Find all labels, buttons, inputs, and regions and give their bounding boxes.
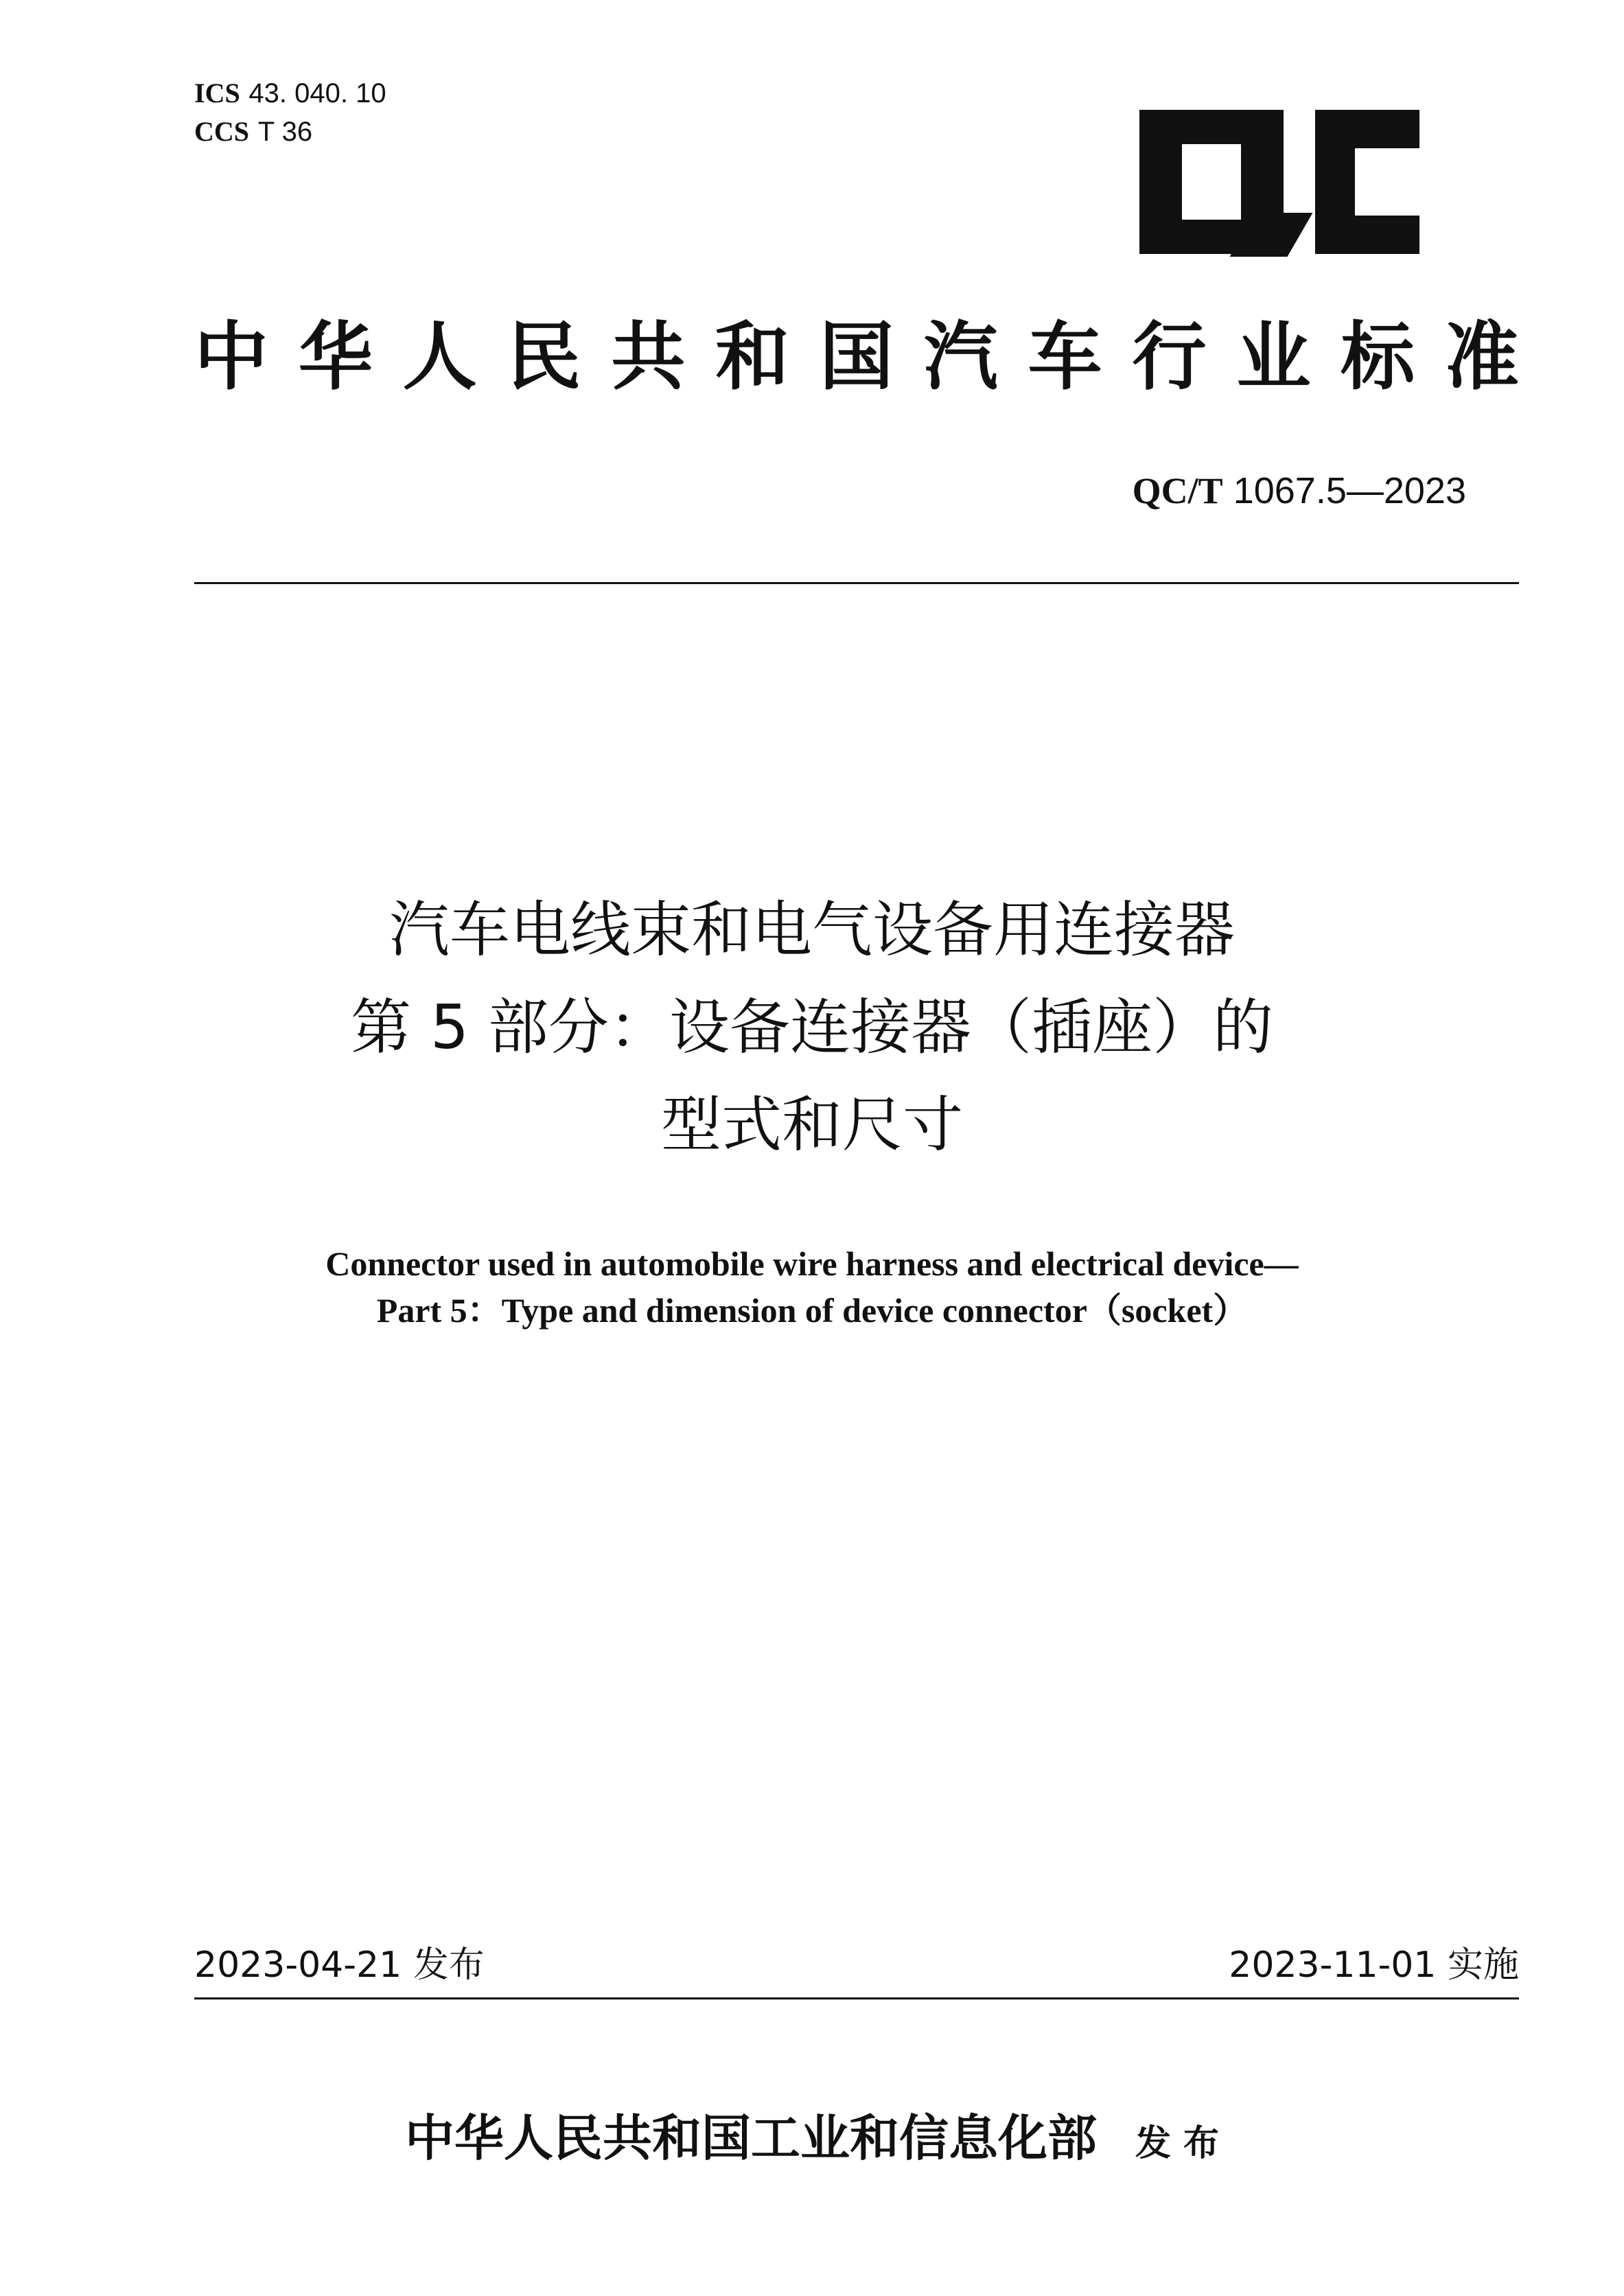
publisher	[0, 2097, 1624, 2193]
standard-number-value: 1067.5—2023	[1233, 470, 1466, 511]
ccs-code	[194, 114, 312, 150]
publisher-action: 发 布	[1135, 2122, 1220, 2164]
ccs-value: T 36	[257, 117, 313, 147]
header-divider	[194, 582, 1519, 584]
standard-number	[1133, 467, 1466, 515]
ccs-label: CCS	[194, 116, 250, 147]
title-en-line-2: Part 5：Type and dimension of device connector（socket）	[376, 1291, 1248, 1330]
title-cn-line-3: 型式和尺寸	[660, 1089, 963, 1160]
title-en-line-1: Connector used in automobile wire harness and electrical device—	[325, 1244, 1299, 1283]
implement-date: 2023-11-01 实施	[1229, 1945, 1519, 1986]
standard-number-prefix: QC/T	[1132, 470, 1223, 511]
qc-logo	[1139, 110, 1419, 254]
ics-label: ICS	[194, 78, 240, 108]
publish-date: 2023-04-21 发布	[194, 1945, 485, 1986]
ics-code	[194, 76, 386, 111]
ics-value: 43. 040. 10	[248, 78, 386, 108]
publisher-name: 中华人民共和国工业和信息化部	[404, 2109, 1097, 2167]
footer-divider	[194, 1997, 1519, 1999]
title-cn-line-1: 汽车电线束和电气设备用连接器	[388, 894, 1235, 965]
standard-category-heading: 中华人民共和国汽车行业标准	[194, 314, 1519, 400]
title-cn-line-2: 第 5 部分：设备连接器（插座）的	[351, 992, 1273, 1063]
